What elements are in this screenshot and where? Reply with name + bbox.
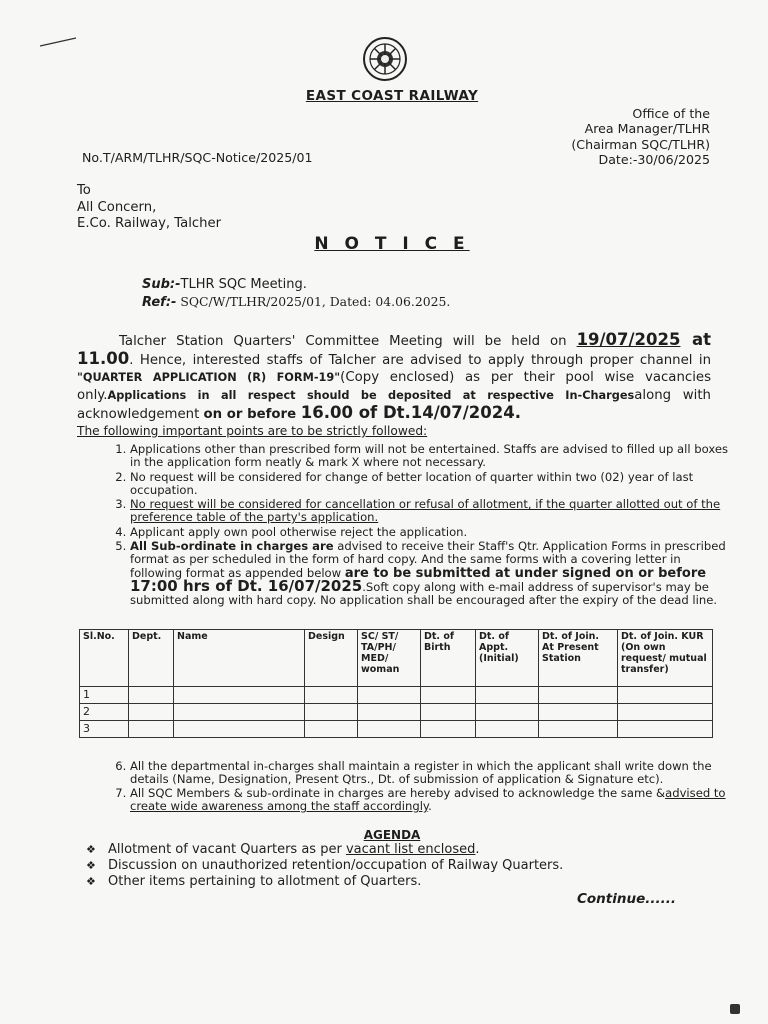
meeting-time: 11.00	[77, 349, 130, 369]
reference-line	[142, 293, 450, 311]
list-item	[86, 842, 563, 858]
addressee-line: All Concern,	[77, 199, 157, 215]
reference-number: No.T/ARM/TLHR/SQC-Notice/2025/01	[82, 150, 313, 165]
office-line: (Chairman SQC/TLHR)	[571, 136, 710, 152]
agenda-text: .	[475, 842, 480, 857]
table-row	[80, 687, 713, 704]
meeting-date: 19/07/2025	[576, 330, 681, 349]
subject-line	[142, 276, 450, 293]
list-item	[130, 498, 736, 525]
agenda-text: Allotment of vacant Quarters as per	[108, 842, 346, 857]
point-text: All Sub-ordinate in charges are	[130, 539, 334, 554]
agenda-title: AGENDA	[363, 828, 421, 842]
deadline-date: 16.00 of Dt.14/07/2024	[300, 402, 515, 422]
table-cell: 1	[80, 687, 129, 704]
subject-label: Sub:-	[142, 277, 181, 292]
column-header: Dt. of Join. KUR (On own request/ mutual transfer)	[618, 630, 713, 687]
list-item: 6. All the departmental in-charges shall maintain a register in which the applicant shall write down the details (Name, Designation, Present Qtrs., Dt. of submission of application & Signature etc).	[130, 760, 736, 787]
list-item	[86, 874, 563, 890]
body-text: along with acknowledgement	[77, 387, 711, 422]
point-text: All SQC Members & sub-ordinate in charges are hereby advised to acknowledge the same &	[130, 785, 666, 800]
point-text: .	[428, 799, 432, 814]
addressee-block	[77, 183, 221, 233]
table-cell: 2	[80, 704, 129, 721]
submission-deadline: 17:00 hrs of Dt. 16/07/2025	[130, 576, 363, 595]
reference-text: SQC/W/TLHR/2025/01, Dated: 04.06.2025.	[176, 294, 451, 309]
column-header: Design	[305, 630, 358, 687]
diamond-bullet-icon: ❖	[86, 859, 96, 873]
office-line: Office of the	[632, 106, 710, 121]
office-line: Area Manager/TLHR	[584, 121, 710, 137]
notice-title: N O T I C E	[314, 234, 470, 254]
list-item: 2. No request will be considered for change of better location of quarter within two (02) year of last occupation.	[130, 471, 736, 498]
table-header-row	[80, 630, 713, 687]
column-header: Name	[174, 630, 305, 687]
continue-marker: Continue......	[576, 891, 676, 907]
point-text: No request will be considered for cancellation or refusal of allotment, if the quarter allotted out of the preference table of the party's application.	[130, 497, 721, 525]
addressee-line: To	[77, 183, 91, 198]
subject-text: TLHR SQC Meeting.	[180, 277, 307, 292]
form-name: "QUARTER APPLICATION (R) FORM-19"	[77, 371, 341, 385]
office-date: Date:-30/06/2025	[598, 152, 710, 168]
point-text: advised to receive their Staff's Qtr. Application Forms in prescribed format as per scheduled in the form of hard copy. And the same forms with a covering letter in following format as appended below	[130, 539, 726, 580]
list-item	[130, 787, 736, 814]
office-address	[571, 106, 710, 168]
body-text: Talcher Station Quarters' Committee Meeting will be held on	[119, 334, 577, 349]
additional-points-list	[104, 760, 736, 814]
agenda-text: vacant list enclosed	[345, 842, 476, 857]
body-text: at	[680, 330, 711, 349]
notice-body	[77, 331, 711, 423]
list-item	[86, 858, 563, 874]
subject-reference	[142, 276, 450, 311]
agenda-text: Discussion on unauthorized retention/occupation of Railway Quarters.	[108, 858, 564, 874]
column-header: Dept.	[129, 630, 174, 687]
agenda-list	[86, 842, 563, 891]
table-cell: 3	[80, 721, 129, 738]
railway-emblem-icon	[362, 36, 408, 82]
list-item: 4. Applicant apply own pool otherwise reject the application.	[130, 526, 736, 539]
body-text: (Copy enclosed) as per their pool wise vacancies only.	[77, 370, 711, 403]
table-row	[80, 721, 713, 738]
body-text: on or before	[203, 406, 301, 422]
column-header: Dt. of Appt. (Initial)	[476, 630, 539, 687]
addressee-line: E.Co. Railway, Talcher	[77, 216, 222, 231]
application-format-table	[79, 629, 713, 738]
important-points-list	[104, 443, 736, 609]
point-text: are to be submitted at under signed on or before	[344, 565, 707, 581]
column-header: Dt. of Join. At Present Station	[539, 630, 618, 687]
organization-name: EAST COAST RAILWAY	[305, 88, 479, 104]
column-header: SC/ ST/ TA/PH/ MED/ woman	[358, 630, 421, 687]
diamond-bullet-icon: ❖	[86, 875, 96, 889]
body-text: .	[514, 402, 521, 422]
column-header: Dt. of Birth	[421, 630, 476, 687]
pen-stroke-mark	[38, 36, 78, 48]
body-text: . Hence, interested staffs of Talcher are advised to apply through proper channel in	[129, 353, 711, 369]
reference-label: Ref:-	[142, 295, 177, 310]
list-item	[130, 540, 736, 607]
table-row	[80, 704, 713, 721]
deposit-instruction: Applications in all respect should be deposited at respective In-Charges	[107, 388, 635, 402]
column-header: Sl.No.	[80, 630, 129, 687]
points-heading: The following important points are to be strictly followed:	[77, 424, 428, 438]
point-text: .Soft copy along with e-mail address of supervisor's may be submitted along with hard copy. No application shall be encouraged after the expiry of the dead line.	[130, 579, 718, 608]
diamond-bullet-icon: ❖	[86, 843, 96, 856]
agenda-text: Other items pertaining to allotment of Quarters.	[108, 874, 422, 890]
scanner-logo-icon	[730, 1004, 740, 1014]
list-item: 1. Applications other than prescribed form will not be entertained. Staffs are advised to filled up all boxes in the application form neatly & mark X where not necessary.	[130, 443, 736, 470]
point-text: advised to create wide awareness among the staff accordingly	[130, 785, 726, 814]
